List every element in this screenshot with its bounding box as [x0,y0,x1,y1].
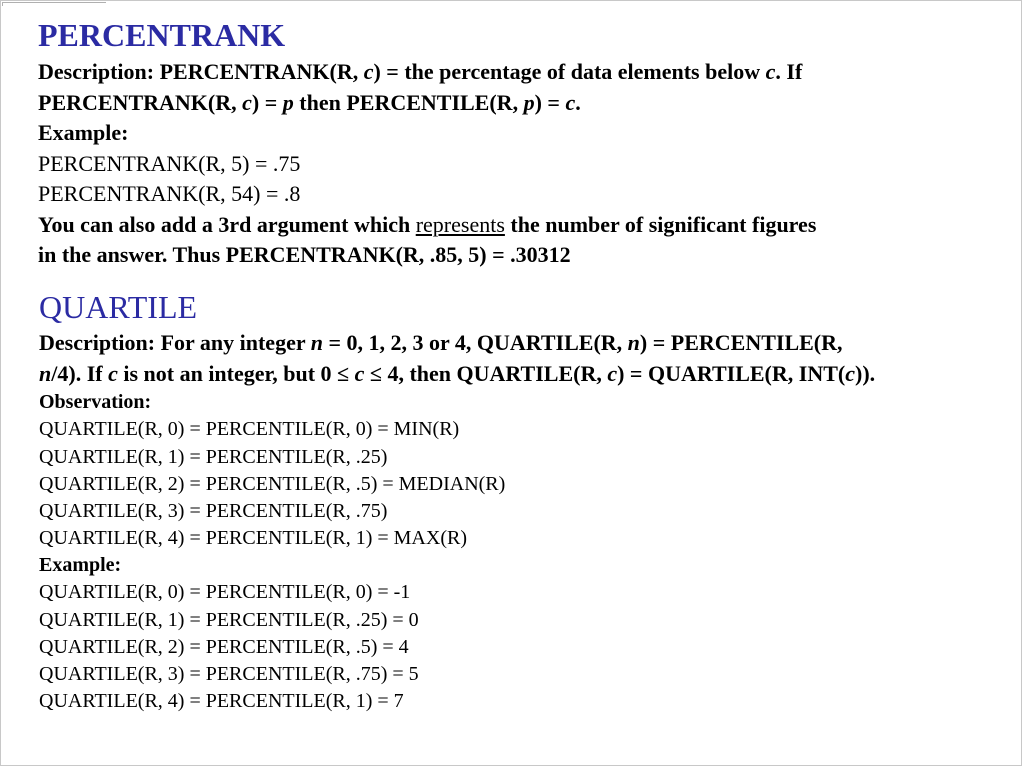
var-c: c [565,90,576,115]
text-run: )). [855,361,876,386]
quartile-example-4: QUARTILE(R, 3) = PERCENTILE(R, .75) = 5 [39,663,419,685]
var-n: n [627,330,640,355]
text-run: ) = [251,90,283,115]
quartile-observation-label: Observation: [39,391,152,413]
var-c: c [363,59,374,84]
var-c: c [845,361,855,386]
quartile-example-1: QUARTILE(R, 0) = PERCENTILE(R, 0) = -1 [39,581,411,603]
quartile-example-2: QUARTILE(R, 1) = PERCENTILE(R, .25) = 0 [39,609,419,631]
underlined-word: represents [415,212,505,237]
quartile-observation-1: QUARTILE(R, 0) = PERCENTILE(R, 0) = MIN(R) [39,418,460,440]
quartile-observation-3: QUARTILE(R, 2) = PERCENTILE(R, .5) = MEDIAN(R) [39,473,506,495]
var-c: c [607,361,618,386]
var-c: c [108,361,118,386]
percentrank-note-line-1 [38,210,816,240]
percentrank-note-line-2: in the answer. Thus PERCENTRANK(R, .85, 5) = .30312 [38,242,571,267]
quartile-observation-5: QUARTILE(R, 4) = PERCENTILE(R, 1) = MAX(R) [39,527,467,549]
percentrank-description-line-2 [38,88,581,118]
text-run: ) = [534,90,566,115]
text-run: ≤ 4, then QUARTILE(R, [364,361,608,386]
text-run: then PERCENTILE(R, [293,90,524,115]
text-run: . [575,90,581,115]
var-p: p [282,90,294,115]
quartile-example-label: Example: [39,554,122,576]
text-run: ) = the percentage of data elements below [373,59,766,84]
text-run: /4). If [51,361,109,386]
var-c: c [354,361,365,386]
text-run: Description: For any integer [39,330,311,355]
text-run: . If [775,59,803,84]
percentrank-example-label: Example: [38,120,129,145]
var-c: c [765,59,776,84]
quartile-example-3: QUARTILE(R, 2) = PERCENTILE(R, .5) = 4 [39,636,409,658]
text-run: ) = PERCENTILE(R, [639,330,843,355]
percentrank-description-line-1 [38,57,802,87]
percentrank-title: PERCENTRANK [38,17,286,53]
text-run: is not an integer, but 0 ≤ [117,361,355,386]
quartile-title: QUARTILE [39,289,198,325]
var-p: p [523,90,535,115]
percentrank-example-2: PERCENTRANK(R, 54) = .8 [38,181,301,206]
quartile-description-line-1 [39,328,843,358]
quartile-example-5: QUARTILE(R, 4) = PERCENTILE(R, 1) = 7 [39,690,404,712]
text-run: the number of significant figures [504,212,817,237]
text-run: PERCENTRANK(R, [38,90,243,115]
var-c: c [242,90,252,115]
var-n: n [310,330,323,355]
corner-mark [2,2,106,6]
text-run: Description: PERCENTRANK(R, [38,59,364,84]
var-n: n [39,361,52,386]
text-run: ) = QUARTILE(R, INT( [617,361,846,386]
quartile-observation-4: QUARTILE(R, 3) = PERCENTILE(R, .75) [39,500,388,522]
text-run: You can also add a 3rd argument which [38,212,416,237]
quartile-observation-2: QUARTILE(R, 1) = PERCENTILE(R, .25) [39,446,388,468]
quartile-description-line-2 [39,359,875,389]
percentrank-example-1: PERCENTRANK(R, 5) = .75 [38,151,301,176]
text-run: = 0, 1, 2, 3 or 4, QUARTILE(R, [322,330,628,355]
